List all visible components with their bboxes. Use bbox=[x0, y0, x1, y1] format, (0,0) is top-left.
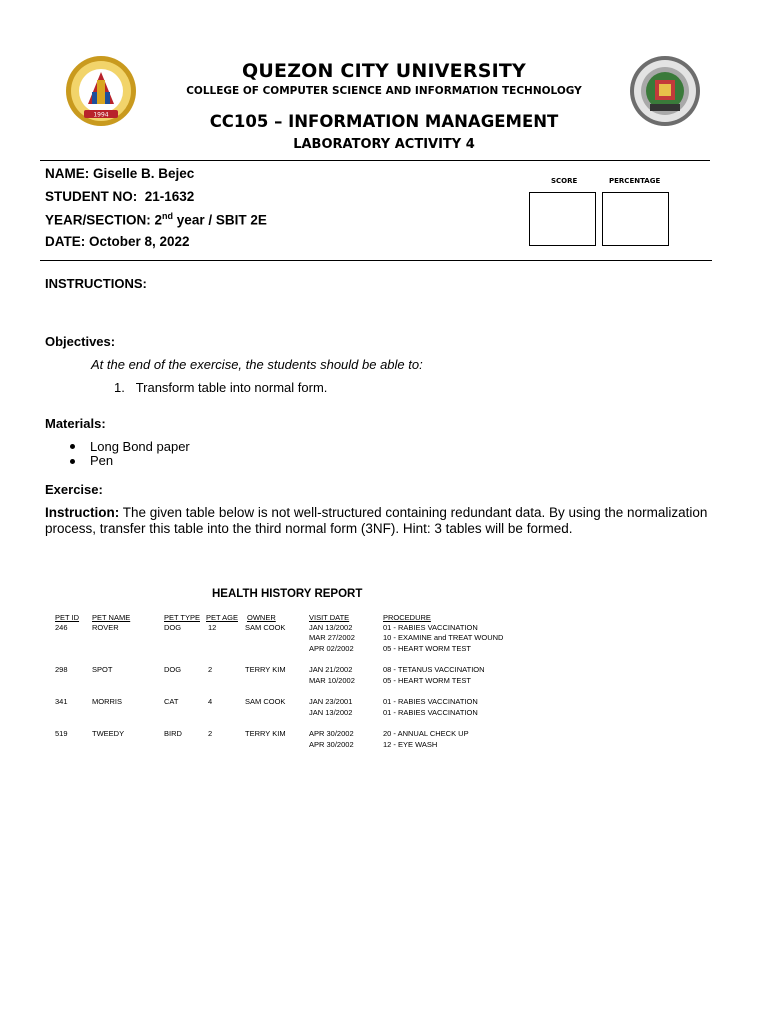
column-header: PROCEDURE bbox=[383, 613, 431, 622]
cell-owner: SAM COOK bbox=[245, 623, 286, 632]
cell-pet-name: SPOT bbox=[92, 665, 113, 674]
cell-visit-date: JAN 21/2002 bbox=[309, 665, 353, 674]
activity-title: LABORATORY ACTIVITY 4 bbox=[293, 137, 475, 152]
score-label: SCORE bbox=[551, 177, 578, 185]
cell-visit-date: APR 02/2002 bbox=[309, 644, 354, 653]
cell-visit-date: APR 30/2002 bbox=[309, 740, 354, 749]
student-number: 21-1632 bbox=[144, 189, 195, 204]
material-item: Long Bond paper bbox=[90, 439, 190, 454]
column-header: PET NAME bbox=[92, 613, 131, 622]
objective-number: 1. bbox=[114, 380, 125, 395]
cell-procedure: 05 - HEART WORM TEST bbox=[383, 644, 471, 653]
cell-procedure: 20 - ANNUAL CHECK UP bbox=[383, 729, 469, 738]
cell-visit-date: JAN 13/2002 bbox=[309, 623, 353, 632]
cell-pet-type: DOG bbox=[164, 665, 182, 674]
cell-owner: TERRY KIM bbox=[245, 729, 286, 738]
cell-pet-age: 4 bbox=[208, 697, 213, 706]
column-header: PET AGE bbox=[206, 613, 238, 622]
cell-visit-date: APR 30/2002 bbox=[309, 729, 354, 738]
cell-pet-age: 12 bbox=[208, 623, 217, 632]
student-number-label: STUDENT NO: bbox=[45, 189, 138, 204]
cell-pet-name: MORRIS bbox=[92, 697, 122, 706]
objectives-intro: At the end of the exercise, the students should be able to: bbox=[91, 357, 423, 372]
column-header: VISIT DATE bbox=[309, 613, 350, 622]
column-header: OWNER bbox=[247, 613, 276, 622]
college-name: COLLEGE OF COMPUTER SCIENCE AND INFORMATION TECHNOLOGY bbox=[186, 85, 582, 97]
year-ordinal: nd bbox=[162, 211, 174, 221]
percentage-label: PERCENTAGE bbox=[609, 177, 661, 185]
column-header: PET ID bbox=[55, 613, 80, 622]
report-title: HEALTH HISTORY REPORT bbox=[212, 588, 363, 600]
cell-procedure: 05 - HEART WORM TEST bbox=[383, 676, 471, 685]
cell-pet-age: 2 bbox=[208, 729, 213, 738]
date-value: October 8, 2022 bbox=[89, 234, 190, 249]
cell-procedure: 08 - TETANUS VACCINATION bbox=[383, 665, 485, 674]
column-header: PET TYPE bbox=[164, 613, 200, 622]
year-section-label: YEAR/SECTION: bbox=[45, 212, 151, 228]
cell-owner: SAM COOK bbox=[245, 697, 286, 706]
cell-visit-date: MAR 10/2002 bbox=[309, 676, 355, 685]
instructions-heading: INSTRUCTIONS: bbox=[45, 276, 147, 291]
cell-pet-name: ROVER bbox=[92, 623, 119, 632]
name-label: NAME: bbox=[45, 166, 90, 181]
instruction-text: The given table below is not well-structured containing redundant data. By using the normalization process, transfer this table into the third normal form (3NF). Hint: 3 tables will be formed. bbox=[45, 505, 708, 536]
material-item: Pen bbox=[90, 453, 114, 468]
cell-owner: TERRY KIM bbox=[245, 665, 286, 674]
exercise-heading: Exercise: bbox=[45, 482, 103, 497]
instruction-label: Instruction: bbox=[45, 505, 120, 520]
date-label: DATE: bbox=[45, 234, 86, 249]
materials-heading: Materials: bbox=[45, 416, 106, 431]
cell-pet-type: BIRD bbox=[164, 729, 182, 738]
cell-procedure: 01 - RABIES VACCINATION bbox=[383, 697, 478, 706]
cell-pet-age: 2 bbox=[208, 665, 213, 674]
cell-procedure: 01 - RABIES VACCINATION bbox=[383, 623, 478, 632]
cell-visit-date: MAR 27/2002 bbox=[309, 633, 355, 642]
cell-pet-type: DOG bbox=[164, 623, 182, 632]
cell-pet-type: CAT bbox=[164, 697, 179, 706]
cell-procedure: 01 - RABIES VACCINATION bbox=[383, 708, 478, 717]
cell-pet-id: 519 bbox=[55, 729, 68, 738]
year-section-value: year / SBIT 2E bbox=[173, 212, 267, 228]
year-number: 2 bbox=[154, 212, 163, 228]
svg-text:1994: 1994 bbox=[93, 111, 109, 119]
student-name: Giselle B. Bejec bbox=[93, 166, 195, 181]
objectives-heading: Objectives: bbox=[45, 334, 116, 349]
objective-text: Transform table into normal form. bbox=[135, 380, 328, 395]
cell-pet-name: TWEEDY bbox=[92, 729, 125, 738]
cell-procedure: 10 - EXAMINE and TREAT WOUND bbox=[383, 633, 504, 642]
cell-pet-id: 298 bbox=[55, 665, 68, 674]
university-name: QUEZON CITY UNIVERSITY bbox=[242, 60, 526, 82]
cell-procedure: 12 - EYE WASH bbox=[383, 740, 438, 749]
cell-visit-date: JAN 13/2002 bbox=[309, 708, 353, 717]
cell-pet-id: 246 bbox=[55, 623, 68, 632]
course-title: CC105 – INFORMATION MANAGEMENT bbox=[209, 112, 559, 131]
cell-visit-date: JAN 23/2001 bbox=[309, 697, 353, 706]
cell-pet-id: 341 bbox=[55, 697, 68, 706]
